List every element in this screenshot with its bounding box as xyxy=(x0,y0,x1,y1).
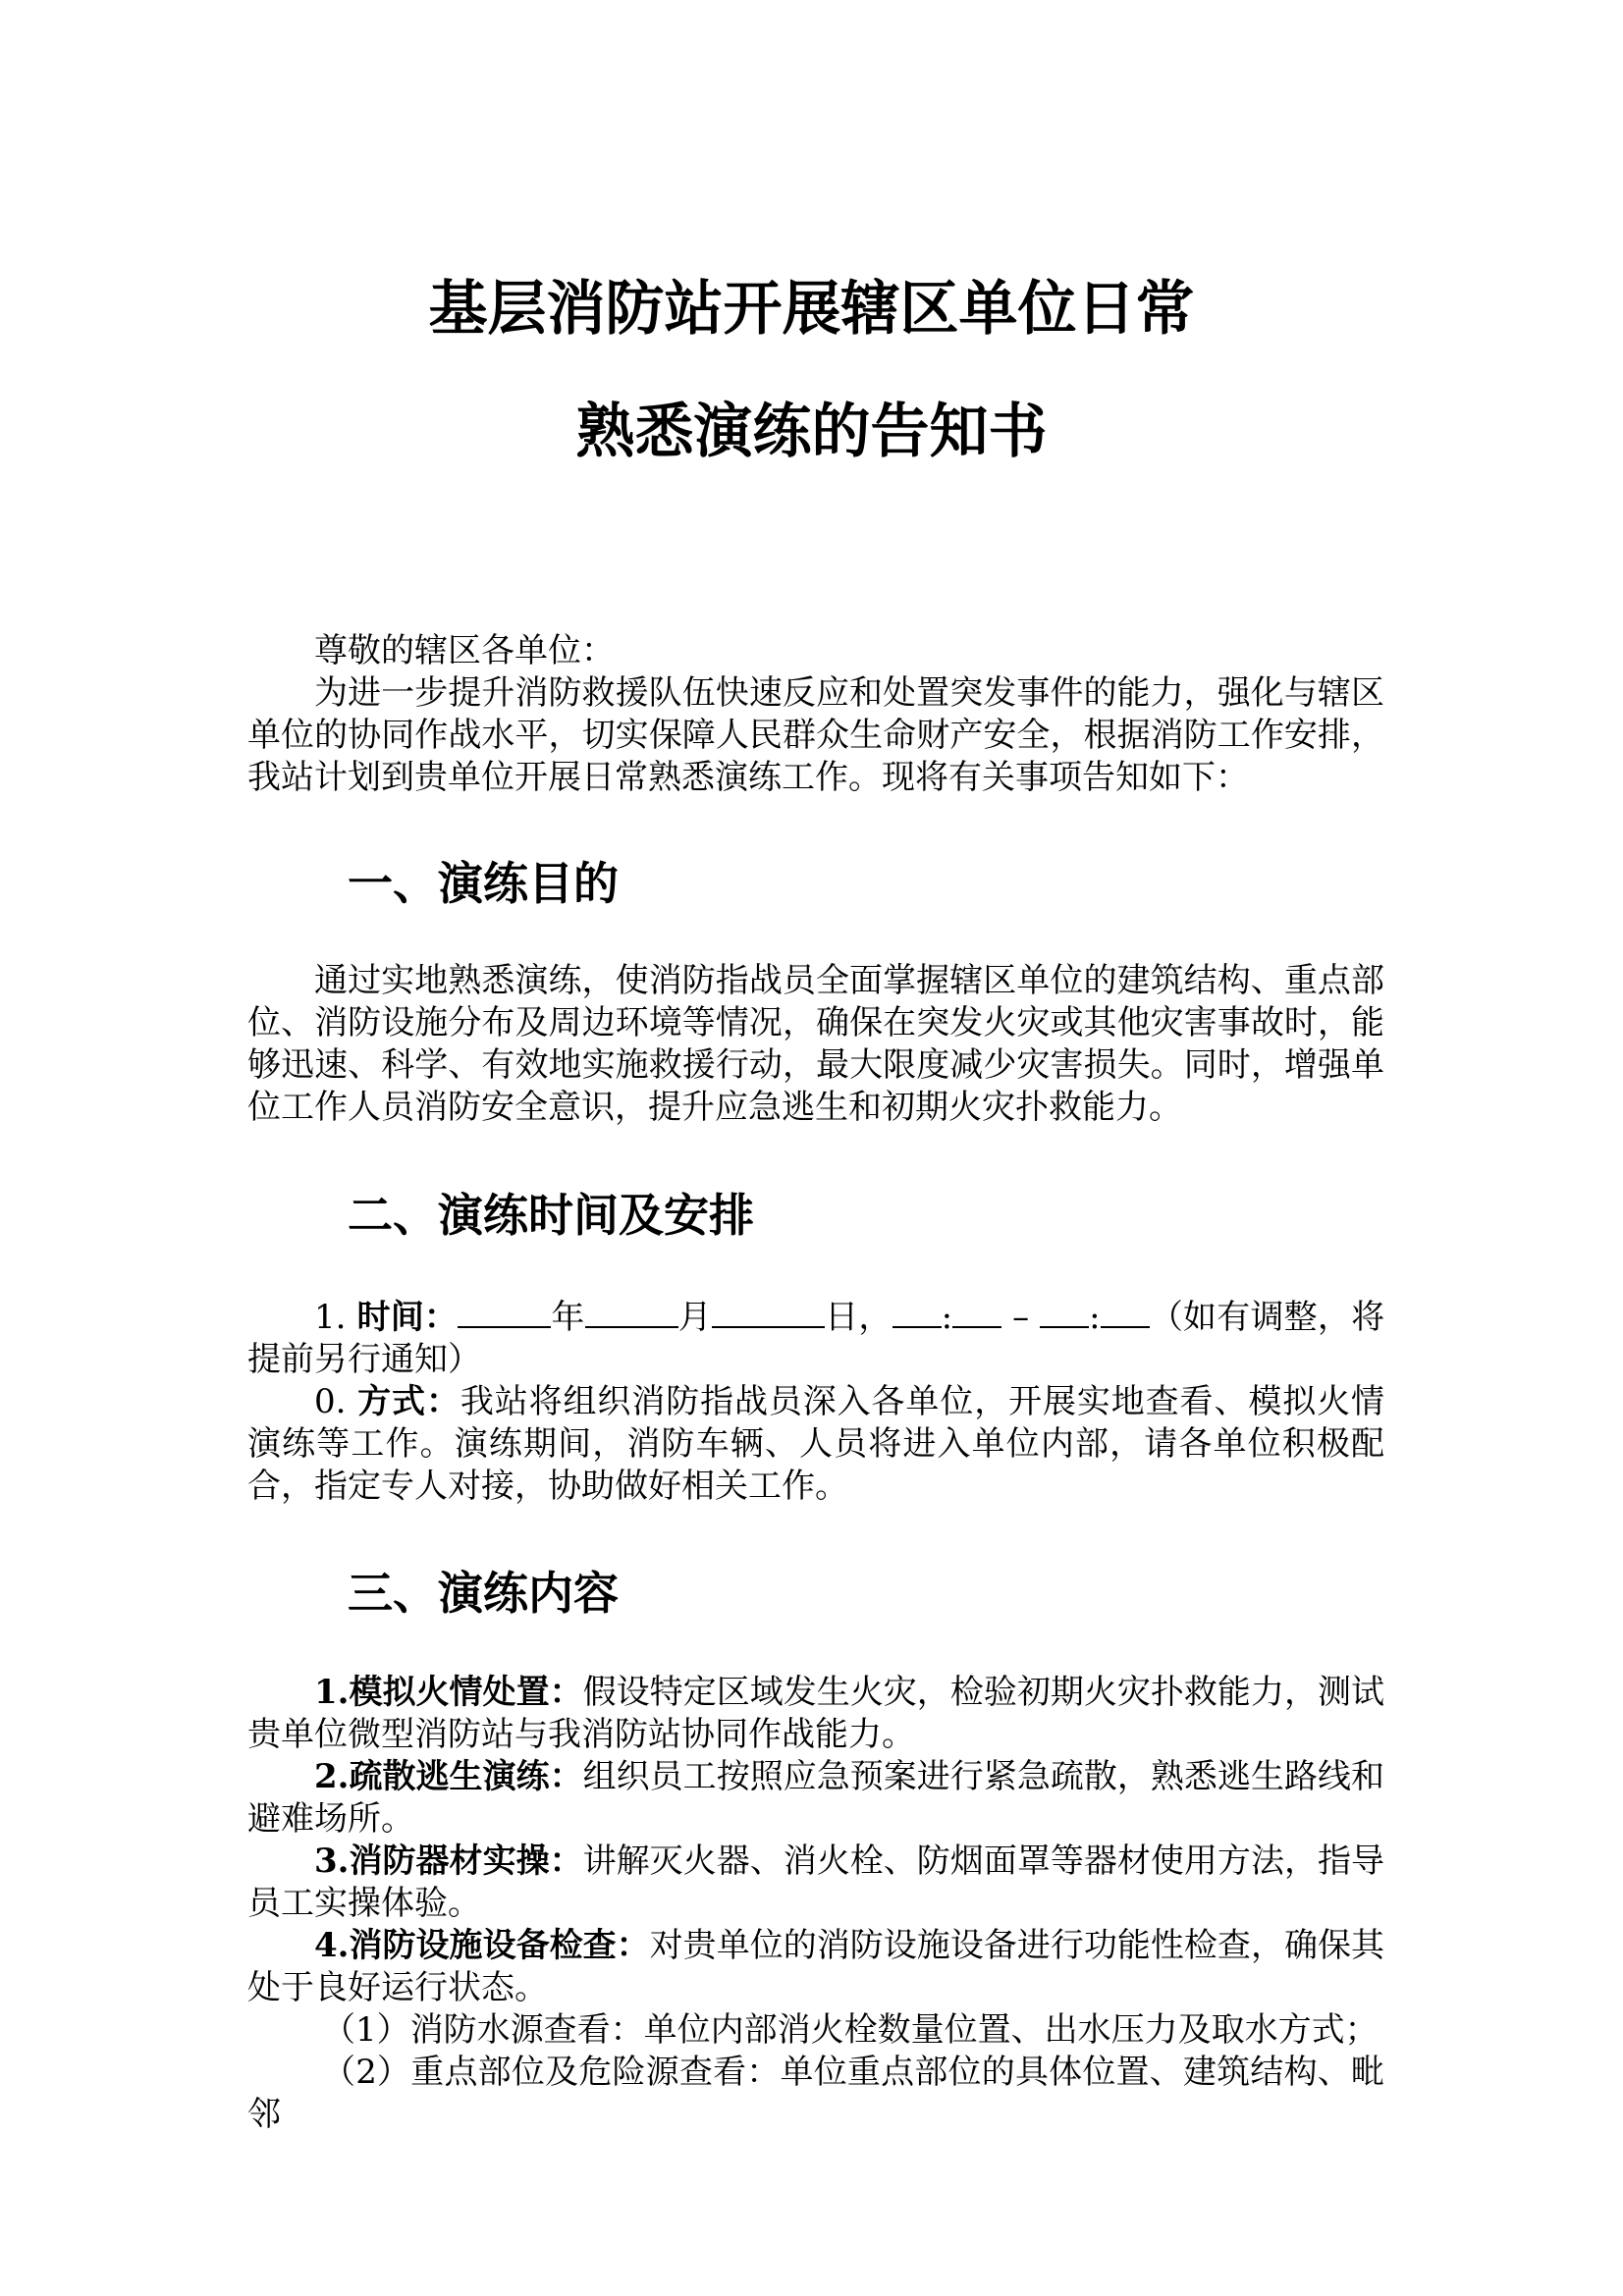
content-item xyxy=(247,1756,1384,1841)
section-heading-purpose: 一、演练目的 xyxy=(348,857,619,910)
time-paragraph xyxy=(247,1297,1384,1381)
purpose-paragraph: 通过实地熟悉演练，使消防指战员全面掌握辖区单位的建筑结构、重点部位、消防设施分布及周边环境等情况，确保在突发火灾或其他灾害事故时，能够迅速、科学、有效地实施救援行动，最大限度减少灾害损失。同时，增强单位工作人员消防安全意识，提升应急逃生和初期火灾扑救能力。 xyxy=(247,961,1384,1127)
sub-item: （1）消防水源查看：单位内部消火栓数量位置、出水压力及取水方式； xyxy=(322,2010,1379,2050)
content-item xyxy=(247,1925,1384,2009)
colon: : xyxy=(1089,1298,1101,1337)
start-minute-blank[interactable] xyxy=(952,1297,1001,1328)
sub-item: （2）重点部位及危险源查看：单位重点部位的具体位置、建筑结构、毗邻 xyxy=(247,2053,1384,2134)
content-item xyxy=(247,1672,1384,1756)
item-label: 2.疏散逃生演练： xyxy=(314,1757,583,1796)
item-label: 4.消防设施设备检查： xyxy=(314,1926,650,1965)
item-text: 对贵单位的消防设施设备进行功能性检查，确保其处于良好运行状态。 xyxy=(247,1926,1384,2007)
year-label: 年 xyxy=(551,1298,585,1337)
method-paragraph xyxy=(247,1381,1384,1508)
method-text: 我站将组织消防指战员深入各单位，开展实地查看、模拟火情演练等工作。演练期间，消防车辆、人员将进入单位内部，请各单位积极配合，指定专人对接，协助做好相关工作。 xyxy=(247,1382,1385,1506)
document-title-line2: 熟悉演练的告知书 xyxy=(575,398,1048,466)
section-heading-content: 三、演练内容 xyxy=(348,1567,619,1620)
time-note: （如有调整，将提前另行通知） xyxy=(247,1298,1385,1379)
intro-paragraph: 为进一步提升消防救援队伍快速反应和处置突发事件的能力，强化与辖区单位的协同作战水平，切实保障人民群众生命财产安全，根据消防工作安排，我站计划到贵单位开展日常熟悉演练工作。现将有关事项告知如下： xyxy=(247,673,1384,797)
dash: – xyxy=(1012,1298,1030,1337)
item-text: 组织员工按照应急预案进行紧急疏散，熟悉逃生路线和避难场所。 xyxy=(247,1757,1384,1839)
end-minute-blank[interactable] xyxy=(1101,1297,1150,1328)
section-heading-schedule: 二、演练时间及安排 xyxy=(348,1189,754,1242)
month-label: 月 xyxy=(677,1298,712,1337)
item-label: 1.模拟火情处置： xyxy=(314,1673,583,1712)
end-hour-blank[interactable] xyxy=(1040,1297,1089,1328)
item-text: 讲解灭火器、消火栓、防烟面罩等器材使用方法，指导员工实操体验。 xyxy=(247,1842,1384,1923)
content-item xyxy=(247,1841,1384,1925)
time-number: 1. xyxy=(314,1298,347,1337)
salutation: 尊敬的辖区各单位： xyxy=(314,631,615,670)
method-number: 0. xyxy=(314,1382,347,1421)
time-label: 时间： xyxy=(356,1298,459,1337)
item-text: 假设特定区域发生火灾，检验初期火灾扑救能力，测试贵单位微型消防站与我消防站协同作战能力。 xyxy=(247,1673,1384,1754)
document-title-line1: 基层消防站开展辖区单位日常 xyxy=(428,275,1195,344)
start-hour-blank[interactable] xyxy=(893,1297,942,1328)
month-blank[interactable] xyxy=(585,1297,678,1328)
item-label: 3.消防器材实操： xyxy=(314,1842,583,1881)
method-label: 方式： xyxy=(357,1382,460,1421)
year-blank[interactable] xyxy=(458,1297,551,1328)
content-list xyxy=(247,1672,1384,2136)
day-label: 日， xyxy=(824,1298,893,1337)
day-blank[interactable] xyxy=(712,1297,825,1328)
colon: : xyxy=(941,1298,953,1337)
